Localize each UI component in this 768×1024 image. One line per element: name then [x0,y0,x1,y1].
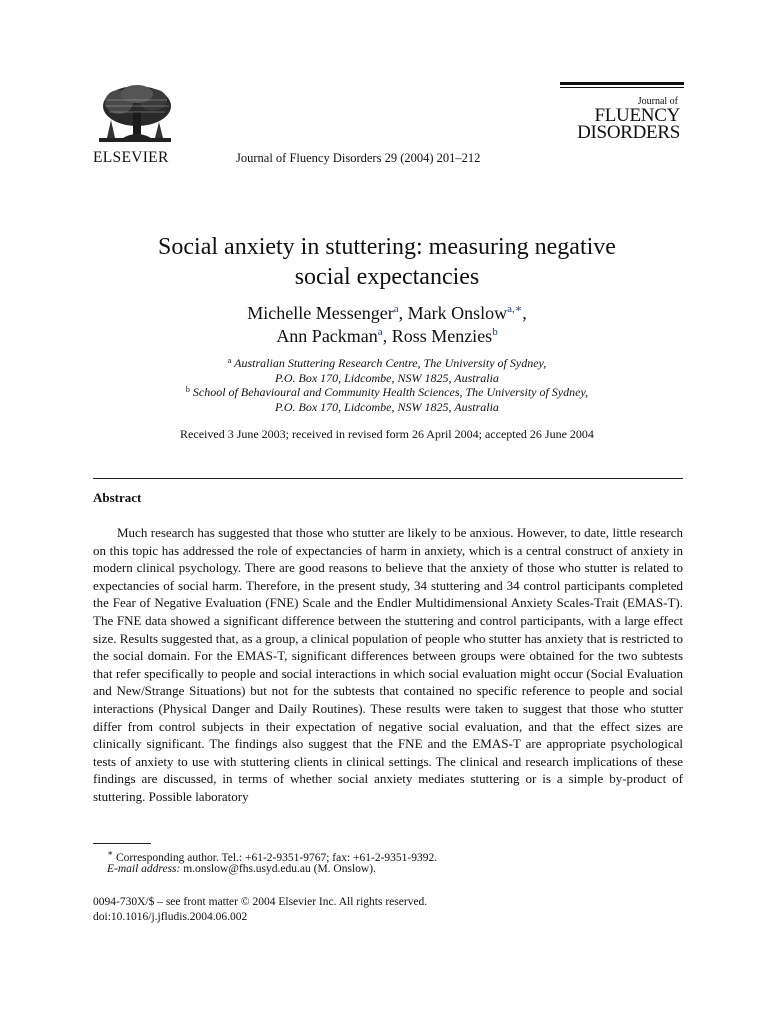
corresponding-author-text: Corresponding author. Tel.: +61-2-9351-9767; fax: +61-2-9351-9392. [116,851,438,864]
affiliation-text: School of Behavioural and Community Health Sciences, The University of Sydney, [192,385,589,399]
footnote-rule [93,843,151,844]
title-line-2: social expectancies [294,264,480,290]
affiliation-mark: a [227,356,232,365]
copyright-line: 0094-730X/$ – see front matter © 2004 Elsevier Inc. All rights reserved. [93,896,428,908]
author-affiliation-link[interactable]: b [492,326,498,338]
affiliation-mark: b [185,385,190,394]
abstract-text: Much research has suggested that those who stutter are likely to be anxious. However, to date, little research on this topic has addressed the role of expectancies of harm in anxiety, which is a central construct of anxiety in modern clinical psychology. There are good reasons to believe that the anxiety of those who stutter is related to expectancies of social harm. Therefore, in the present study, 34 stuttering and 34 control participants completed the Fear of Negative Evaluation (FNE) Scale and the Endler Multidimensional Anxiety Scales-Trait (EMAS-T). The FNE data showed a significant difference between the stuttering and control participants, with a large effect size. Results suggested that, as a group, a clinical population of people who stutter has anxiety that is restricted to the social domain. For the EMAS-T, significant differences between groups were obtained for the two subtests that refer specifically to people and social interactions in which social evaluation might occur (Social Evaluation and New/Strange Situations) but not for the subtests that contained no specific reference to people and social interactions (Physical Danger and Daily Routines). These results were taken to suggest that those who stutter differ from control subjects in their expectation of negative social evaluation, and that the effect sizes are clinically significant. The findings also suggest that the FNE and the EMAS-T are appropriate psychological tests of anxiety to use with stuttering clients in clinical settings. The clinical and research implications of these findings are discussed, in terms of whether social anxiety mediates stuttering or is a simple by-product of stuttering. Possible laboratory [93,525,683,804]
abstract-heading: Abstract [93,490,142,505]
journal-logo-second-rule [560,87,684,88]
section-divider [93,478,683,479]
article-title [84,232,690,292]
author-list [84,302,690,348]
affiliation-a-line-1 [84,356,690,371]
footnote-mark: ∗ [107,848,114,858]
author-name: Ann Packman [276,326,378,346]
author-separator: , [522,303,527,323]
email-address-link[interactable]: m.onslow@fhs.usyd.edu.au (M. Onslow). [183,863,376,875]
title-line-1: Social anxiety in stuttering: measuring negative [158,234,616,260]
author-line-2 [84,325,690,348]
affiliation-b-line-1 [84,385,690,400]
journal-logo-disorders: DISORDERS [577,122,680,143]
elsevier-logo [93,82,177,166]
email-label: E-mail address: [107,863,181,875]
received-dates: Received 3 June 2003; received in revised form 26 April 2004; accepted 26 June 2004 [180,427,594,441]
author-name: Michelle Messenger [247,303,394,323]
journal-logo [560,82,684,141]
elsevier-wordmark: ELSEVIER [93,149,169,166]
corresponding-author-footnote [107,848,437,864]
author-name: Mark Onslow [407,303,508,323]
affiliation-text: Australian Stuttering Research Centre, The University of Sydney, [234,356,547,370]
author-affiliation-link[interactable]: a [393,303,399,315]
author-separator: , [382,326,392,346]
affiliation-b-line-2: P.O. Box 170, Lidcombe, NSW 1825, Australia [275,399,499,414]
email-footnote [107,863,376,875]
journal-logo-fluency: FLUENCY [594,105,680,126]
affiliations [84,356,690,414]
author-line-1 [84,302,690,325]
author-name: Ross Menzies [391,326,493,346]
affiliation-a-line-2: P.O. Box 170, Lidcombe, NSW 1825, Australia [275,370,499,385]
elsevier-tree-icon [93,82,177,148]
author-separator: , [398,303,408,323]
author-affiliation-link[interactable]: a [377,326,383,338]
journal-logo-top-rule [560,82,684,85]
journal-logo-small-text: Journal of [637,96,678,107]
author-affiliation-link[interactable]: a,∗ [507,303,523,315]
doi-link[interactable]: doi:10.1016/j.jfludis.2004.06.002 [93,911,248,923]
journal-citation: Journal of Fluency Disorders 29 (2004) 201–212 [236,151,481,165]
